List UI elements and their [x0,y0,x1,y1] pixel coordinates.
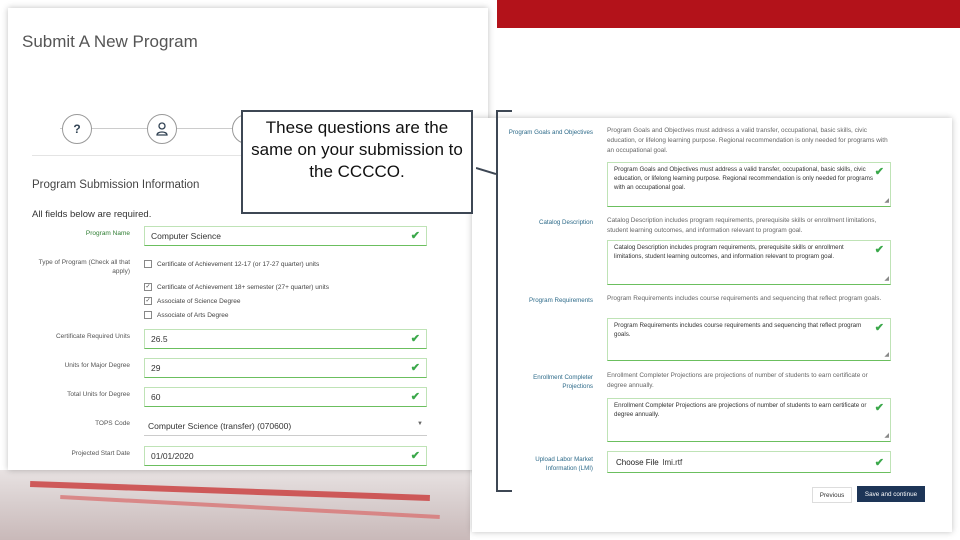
user-icon [156,122,168,136]
valid-check-icon: ✔ [874,244,884,256]
page-title: Submit A New Program [22,32,198,51]
header-accent-bar [497,0,960,28]
enrollment-textarea[interactable]: Enrollment Completer Projections are projections of number of students to earn certificate or degree annually. ✔ ◢ [607,398,891,442]
bracket-connector [494,109,514,493]
goals-textarea[interactable]: Program Goals and Objectives must address a valid transfer, occupational, basic skills, civic education, or lifelong learning purpose. Regional recommendation is only needed for programs with an occupational goal. ✔ ◢ [607,162,891,207]
goals-label: Program Goals and Objectives [508,129,593,136]
program-type-option[interactable]: Certificate of Achievement 12-17 (or 17-27 quarter) units [144,260,319,268]
resize-handle-icon[interactable]: ◢ [884,352,889,359]
units-major-label: Units for Major Degree [64,362,130,369]
callout-box: These questions are the same on your submission to the CCCCO. [241,110,473,214]
lmi-filename: lmi.rtf [662,457,683,467]
save-and-continue-button[interactable]: Save and continue [857,486,925,502]
valid-check-icon: ✔ [874,402,884,414]
resize-handle-icon[interactable]: ◢ [884,198,889,205]
program-name-input[interactable] [144,226,427,246]
step-user[interactable] [147,114,177,144]
program-type-label: Type of Program (Check all that apply) [38,259,130,275]
program-type-option[interactable]: ✓ Certificate of Achievement 18+ semester (27+ quarter) units [145,283,329,291]
question-icon: ? [73,122,81,136]
checkbox-unchecked-icon[interactable] [144,311,152,319]
units-major-input[interactable]: 29 ✔ [144,358,427,378]
valid-check-icon: ✔ [410,230,420,242]
tops-code-select[interactable]: Computer Science (transfer) (070600) ▼ [144,416,427,436]
total-units-label: Total Units for Degree [67,391,130,398]
enrollment-help-text: Enrollment Completer Projections are projections of number of students to earn certificate or degree annually. [607,372,868,389]
requirements-textarea[interactable]: Program Requirements includes course requirements and sequencing that reflect program goals. ✔ ◢ [607,318,891,361]
checkbox-checked-icon[interactable]: ✓ [145,284,151,290]
catalog-textarea[interactable]: Catalog Description includes program requirements, prerequisite skills or enrollment limitations, student learning outcomes, and information relevant to program goal. ✔ ◢ [607,240,891,285]
valid-check-icon: ✔ [410,450,420,462]
program-name-value: Computer Science [151,231,221,241]
resize-handle-icon[interactable]: ◢ [884,433,889,440]
tops-code-label: TOPS Code [95,420,130,427]
lmi-label: Upload Labor Market Information (LMI) [535,456,593,473]
program-type-option[interactable]: ✓ Associate of Science Degree [145,297,241,305]
valid-check-icon: ✔ [874,322,884,334]
valid-check-icon: ✔ [874,457,884,469]
certificate-units-input[interactable]: 26.5 ✔ [144,329,427,349]
valid-check-icon: ✔ [410,333,420,345]
section-title: Program Submission Information [32,179,200,191]
callout-pointer [476,166,496,180]
start-date-input[interactable]: 01/01/2020 ✔ [144,446,427,466]
previous-button[interactable]: Previous [812,487,852,503]
required-note: All fields below are required. [32,209,152,220]
valid-check-icon: ✔ [874,166,884,178]
total-units-input[interactable]: 60 ✔ [144,387,427,407]
certificate-units-label: Certificate Required Units [55,333,130,340]
choose-file-button[interactable]: Choose File [616,457,659,467]
program-type-option[interactable]: Associate of Arts Degree [144,311,229,319]
resize-handle-icon[interactable]: ◢ [884,276,889,283]
requirements-label: Program Requirements [529,297,593,304]
start-date-label: Projected Start Date [71,450,130,457]
enrollment-label: Enrollment Completer Projections [533,374,593,391]
valid-check-icon: ✔ [410,391,420,403]
valid-check-icon: ✔ [410,362,420,374]
program-name-label: Program Name [85,230,130,237]
step-question[interactable] [62,114,92,144]
lmi-file-input[interactable] [607,451,891,473]
goals-help-text: Program Goals and Objectives must address a valid transfer, occupational, basic skills, civic education, or lifelong learning purpose. Regional recommendation is only needed for programs with an occupational goal. [607,127,888,154]
catalog-label: Catalog Description [539,219,593,226]
requirements-help-text: Program Requirements includes course requirements and sequencing that reflect program goals. [607,295,882,302]
chevron-down-icon: ▼ [417,421,423,427]
catalog-help-text: Catalog Description includes program requirements, prerequisite skills or enrollment limitations, student learning outcomes, and information relevant to program goal. [607,217,877,234]
checkbox-unchecked-icon[interactable] [144,260,152,268]
checkbox-checked-icon[interactable]: ✓ [145,298,151,304]
